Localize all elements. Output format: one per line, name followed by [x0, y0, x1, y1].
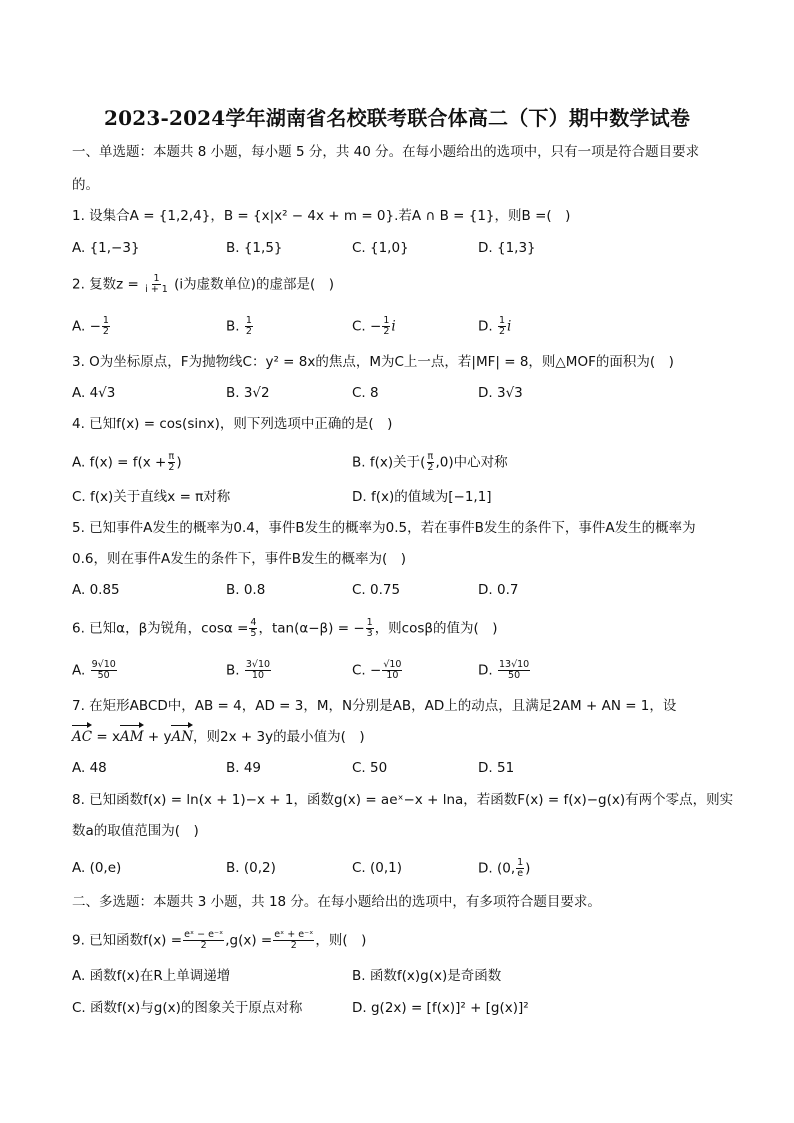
- question-6-option-b[interactable]: B. $\frac{3√10}{10}$: [226, 659, 271, 681]
- question-7-option-d[interactable]: D. 51: [478, 760, 515, 776]
- question-2-option-a[interactable]: A. − $\frac{1}{2}$: [72, 315, 109, 337]
- question-9-options-row1: [72, 966, 732, 986]
- question-1-option-a[interactable]: A. {1,−3}: [72, 240, 140, 256]
- question-4-option-d[interactable]: D. f(x)的值域为[−1,1]: [352, 489, 492, 505]
- question-3-option-a[interactable]: A. 4√3: [72, 385, 116, 401]
- question-1-options: [72, 238, 732, 258]
- question-6-option-a[interactable]: A. $\frac{9√10}{50}$: [72, 659, 116, 681]
- fraction: $\frac{\text{eˣ − e⁻ˣ}}{2}$: [184, 929, 224, 951]
- question-2-stem-text: 2. 复数z =: [72, 276, 139, 293]
- question-2-stem: [72, 274, 334, 295]
- question-9-option-c[interactable]: C. 函数f(x)与g(x)的图象关于原点对称: [72, 1000, 303, 1016]
- question-5-option-b[interactable]: B. 0.8: [226, 582, 266, 598]
- question-2-options: [72, 316, 732, 336]
- question-9-option-a[interactable]: A. 函数f(x)在R上单调递增: [72, 968, 231, 984]
- question-8-option-b[interactable]: B. (0,2): [226, 860, 276, 876]
- question-5-stem-cont: 0.6，则在事件A发生的条件下，事件B发生的概率为( ): [72, 551, 406, 567]
- question-8-options: [72, 858, 732, 878]
- question-4-option-a[interactable]: A. f(x) = f(x + $\frac{\pi}{2}$ ): [72, 451, 182, 473]
- question-5-option-d[interactable]: D. 0.7: [478, 582, 519, 598]
- question-9-option-d[interactable]: D. g(2x) = [f(x)]² + [g(x)]²: [352, 1000, 529, 1016]
- question-6-stem: 6. 已知α，β为锐角，cosα = $\frac{4}{5}$ ，tan(α−β) = − $\frac{1}{3}$ ，则cosβ的值为( ): [72, 617, 498, 639]
- question-3-option-c[interactable]: C. 8: [352, 385, 379, 401]
- question-2-option-c[interactable]: C. − $\frac{1}{2}$ i: [352, 315, 396, 337]
- question-6-options: [72, 660, 732, 680]
- question-4-option-b[interactable]: B. f(x)关于( $\frac{\pi}{2}$ ,0)中心对称: [352, 451, 508, 473]
- question-1-option-b[interactable]: B. {1,5}: [226, 240, 283, 256]
- question-4-options-row2: [72, 487, 732, 507]
- question-8-option-d[interactable]: D. (0, $\frac{1}{e}$ ): [478, 857, 531, 879]
- question-5-options: [72, 580, 732, 600]
- question-7-option-b[interactable]: B. 49: [226, 760, 262, 776]
- vector-ac: AC: [72, 729, 93, 745]
- question-6-option-c[interactable]: C. − $\frac{√10}{10}$: [352, 659, 402, 681]
- question-3-stem: 3. O为坐标原点，F为抛物线C：y² = 8x的焦点，M为C上一点，若|MF| = 8，则△MOF的面积为( ): [72, 354, 674, 370]
- question-1-option-c[interactable]: C. {1,0}: [352, 240, 409, 256]
- section-heading-single: 一、单选题：本题共 8 小题，每小题 5 分，共 40 分。在每小题给出的选项中，只有一项是符合题目要求: [72, 144, 700, 160]
- fraction: $\frac{1}{3}$: [366, 617, 373, 639]
- question-1-stem: 1. 设集合A = {1,2,4}，B = {x|x² − 4x + m = 0}.若A ∩ B = {1}，则B =( ): [72, 208, 571, 224]
- question-9-options-row2: [72, 998, 732, 1018]
- question-4-option-c[interactable]: C. f(x)关于直线x = π对称: [72, 489, 231, 505]
- vector-an: AN: [171, 729, 194, 745]
- question-3-option-d[interactable]: D. 3√3: [478, 385, 523, 401]
- question-4-stem: 4. 已知f(x) = cos(sinx)，则下列选项中正确的是( ): [72, 416, 393, 432]
- question-7-stem: 7. 在矩形ABCD中，AB = 4，AD = 3，M，N分别是AB，AD上的动点，且满足2AM + AN = 1，设: [72, 698, 677, 714]
- question-1-option-d[interactable]: D. {1,3}: [478, 240, 536, 256]
- question-2-option-b[interactable]: B. $\frac{1}{2}$: [226, 315, 252, 337]
- question-6-option-d[interactable]: D. $\frac{13√10}{50}$: [478, 659, 530, 681]
- question-5-option-c[interactable]: C. 0.75: [352, 582, 401, 598]
- fraction: $\frac{1}{i + 1}$: [145, 273, 168, 295]
- question-7-options: [72, 758, 732, 778]
- vector-am: AM: [119, 729, 144, 745]
- question-3-options: [72, 383, 732, 403]
- fraction: $\frac{4}{5}$: [250, 617, 257, 639]
- section-heading-multi: 二、多选题：本题共 3 小题，共 18 分。在每小题给出的选项中，有多项符合题目要求。: [72, 894, 601, 910]
- question-8-option-a[interactable]: A. (0,e): [72, 860, 122, 876]
- question-7-option-c[interactable]: C. 50: [352, 760, 388, 776]
- question-8-stem: 8. 已知函数f(x) = ln(x + 1)−x + 1，函数g(x) = aeˣ−x + lna，若函数F(x) = f(x)−g(x)有两个零点，则实: [72, 792, 734, 808]
- question-8-stem-cont: 数a的取值范围为( ): [72, 823, 199, 839]
- question-8-option-c[interactable]: C. (0,1): [352, 860, 403, 876]
- section-heading-single-cont: 的。: [72, 177, 99, 193]
- question-2-option-d[interactable]: D. $\frac{1}{2}$ i: [478, 315, 512, 337]
- page-title: 2023-2024学年湖南省名校联考联合体高二（下）期中数学试卷: [103, 106, 691, 130]
- question-5-option-a[interactable]: A. 0.85: [72, 582, 120, 598]
- question-5-stem: 5. 已知事件A发生的概率为0.4，事件B发生的概率为0.5，若在事件B发生的条件下，事件A发生的概率为: [72, 520, 696, 536]
- fraction: $\frac{\text{eˣ + e⁻ˣ}}{2}$: [274, 929, 314, 951]
- question-4-options-row1: [72, 452, 732, 472]
- question-7-option-a[interactable]: A. 48: [72, 760, 107, 776]
- question-2-stem-text-2: (i为虚数单位)的虚部是( ): [174, 276, 334, 293]
- question-9-stem: 9. 已知函数f(x) = $\frac{\text{eˣ − e⁻ˣ}}{2}$ ,g(x) = $\frac{\text{eˣ + e⁻ˣ}}{2}$ ，则( ): [72, 929, 367, 951]
- question-9-option-b[interactable]: B. 函数f(x)g(x)是奇函数: [352, 968, 502, 984]
- question-7-stem-cont: AC = xAM + yAN，则2x + 3y的最小值为( ): [72, 729, 365, 745]
- question-3-option-b[interactable]: B. 3√2: [226, 385, 270, 401]
